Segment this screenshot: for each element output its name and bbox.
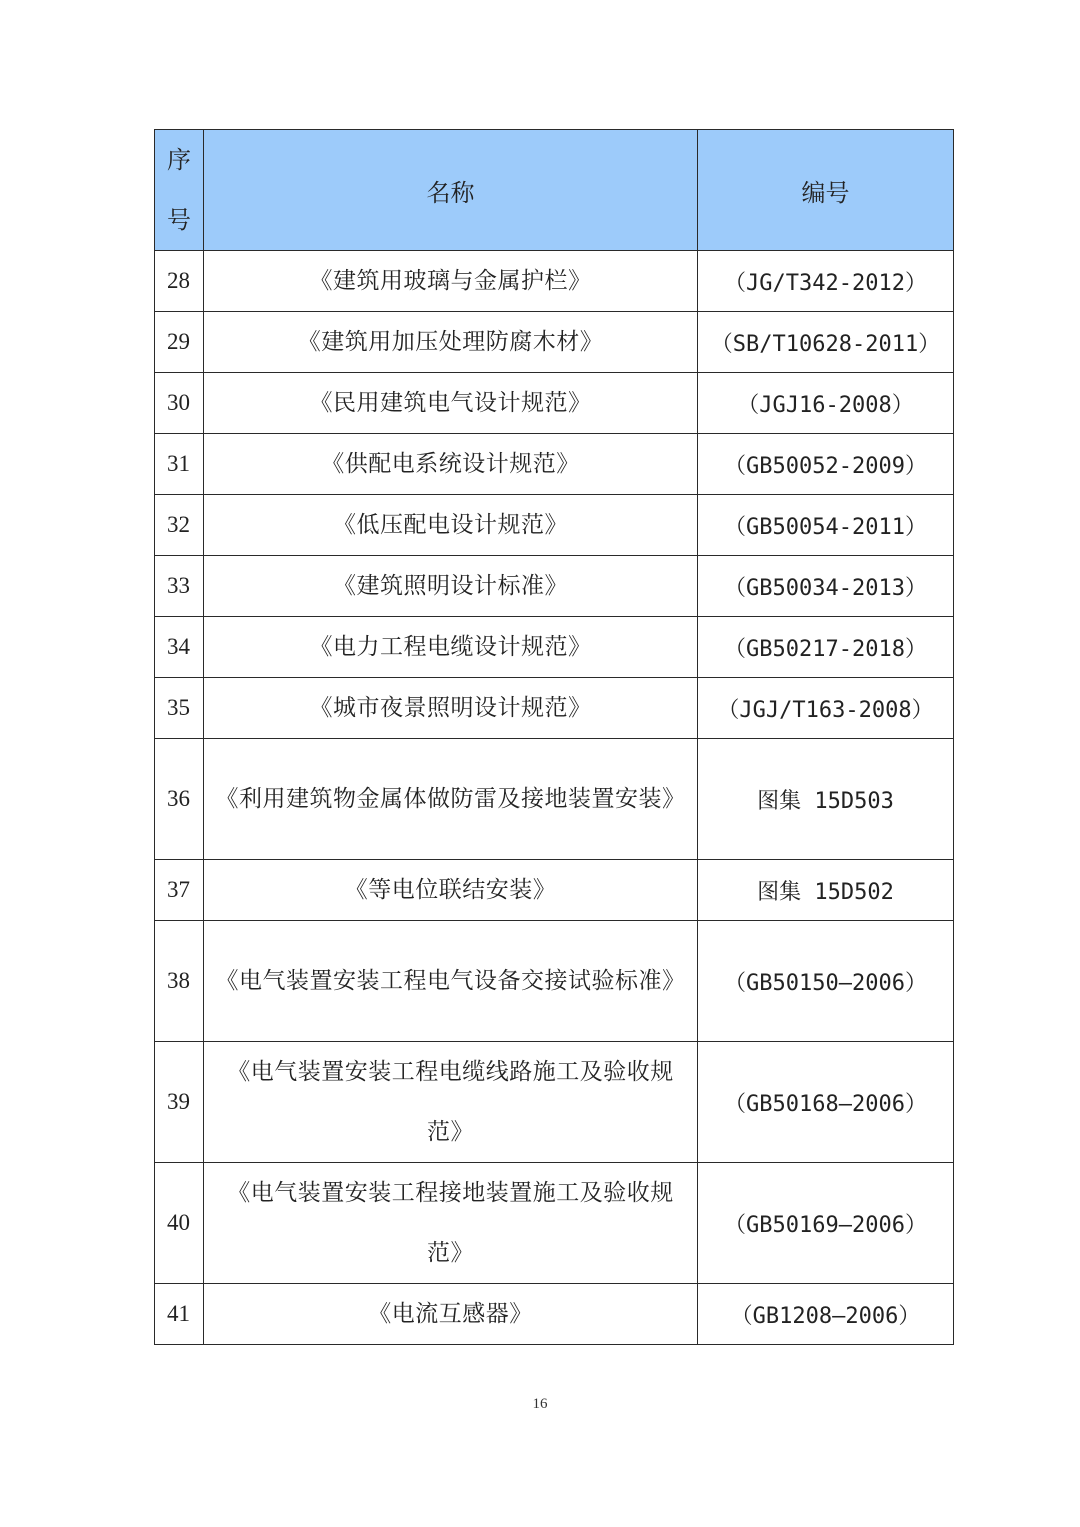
row-standard-code: （GB50052-2009） [698,434,954,495]
header-code: 编号 [698,130,954,251]
table-row [155,1284,954,1345]
row-standard-name: 《电气装置安装工程接地装置施工及验收规范》 [204,1163,698,1284]
row-serial-number: 29 [155,312,204,373]
table-row [155,860,954,921]
row-standard-name: 《电力工程电缆设计规范》 [204,617,698,678]
row-standard-code: （JGJ/T163-2008） [698,678,954,739]
row-serial-number: 39 [155,1042,204,1163]
row-serial-number: 30 [155,373,204,434]
row-standard-name: 《低压配电设计规范》 [204,495,698,556]
row-standard-name: 《供配电系统设计规范》 [204,434,698,495]
row-standard-code: （JGJ16-2008） [698,373,954,434]
row-standard-code: （GB50150—2006） [698,921,954,1042]
row-standard-name: 《民用建筑电气设计规范》 [204,373,698,434]
row-serial-number: 35 [155,678,204,739]
row-standard-name: 《电气装置安装工程电缆线路施工及验收规范》 [204,1042,698,1163]
row-serial-number: 36 [155,739,204,860]
row-standard-code: 图集 15D503 [698,739,954,860]
row-standard-code: （GB50034-2013） [698,556,954,617]
row-standard-code: （GB50217-2018） [698,617,954,678]
header-serial-number: 序号 [155,130,204,251]
row-serial-number: 32 [155,495,204,556]
row-standard-name: 《建筑用加压处理防腐木材》 [204,312,698,373]
header-name: 名称 [204,130,698,251]
table-row [155,739,954,860]
table-row [155,434,954,495]
row-standard-code: （GB50054-2011） [698,495,954,556]
table-row [155,921,954,1042]
page-number: 16 [532,1396,548,1412]
row-standard-code: （GB50168—2006） [698,1042,954,1163]
table-row [155,556,954,617]
table-row [155,1042,954,1163]
table-row [155,251,954,312]
table-row [155,312,954,373]
row-standard-code: （JG/T342-2012） [698,251,954,312]
row-serial-number: 41 [155,1284,204,1345]
row-standard-name: 《利用建筑物金属体做防雷及接地装置安装》 [204,739,698,860]
row-standard-code: 图集 15D502 [698,860,954,921]
row-standard-name: 《城市夜景照明设计规范》 [204,678,698,739]
table-row [155,617,954,678]
row-standard-code: （SB/T10628-2011） [698,312,954,373]
table-row [155,1163,954,1284]
row-serial-number: 34 [155,617,204,678]
row-serial-number: 37 [155,860,204,921]
row-serial-number: 38 [155,921,204,1042]
table-row [155,495,954,556]
row-serial-number: 31 [155,434,204,495]
row-standard-name: 《电气装置安装工程电气设备交接试验标准》 [204,921,698,1042]
row-serial-number: 33 [155,556,204,617]
row-serial-number: 28 [155,251,204,312]
row-standard-name: 《电流互感器》 [204,1284,698,1345]
standards-table [154,129,954,1345]
row-serial-number: 40 [155,1163,204,1284]
row-standard-code: （GB1208—2006） [698,1284,954,1345]
row-standard-name: 《建筑照明设计标准》 [204,556,698,617]
table-header-row [155,130,954,251]
table-row [155,373,954,434]
table-row [155,678,954,739]
row-standard-name: 《等电位联结安装》 [204,860,698,921]
row-standard-name: 《建筑用玻璃与金属护栏》 [204,251,698,312]
row-standard-code: （GB50169—2006） [698,1163,954,1284]
